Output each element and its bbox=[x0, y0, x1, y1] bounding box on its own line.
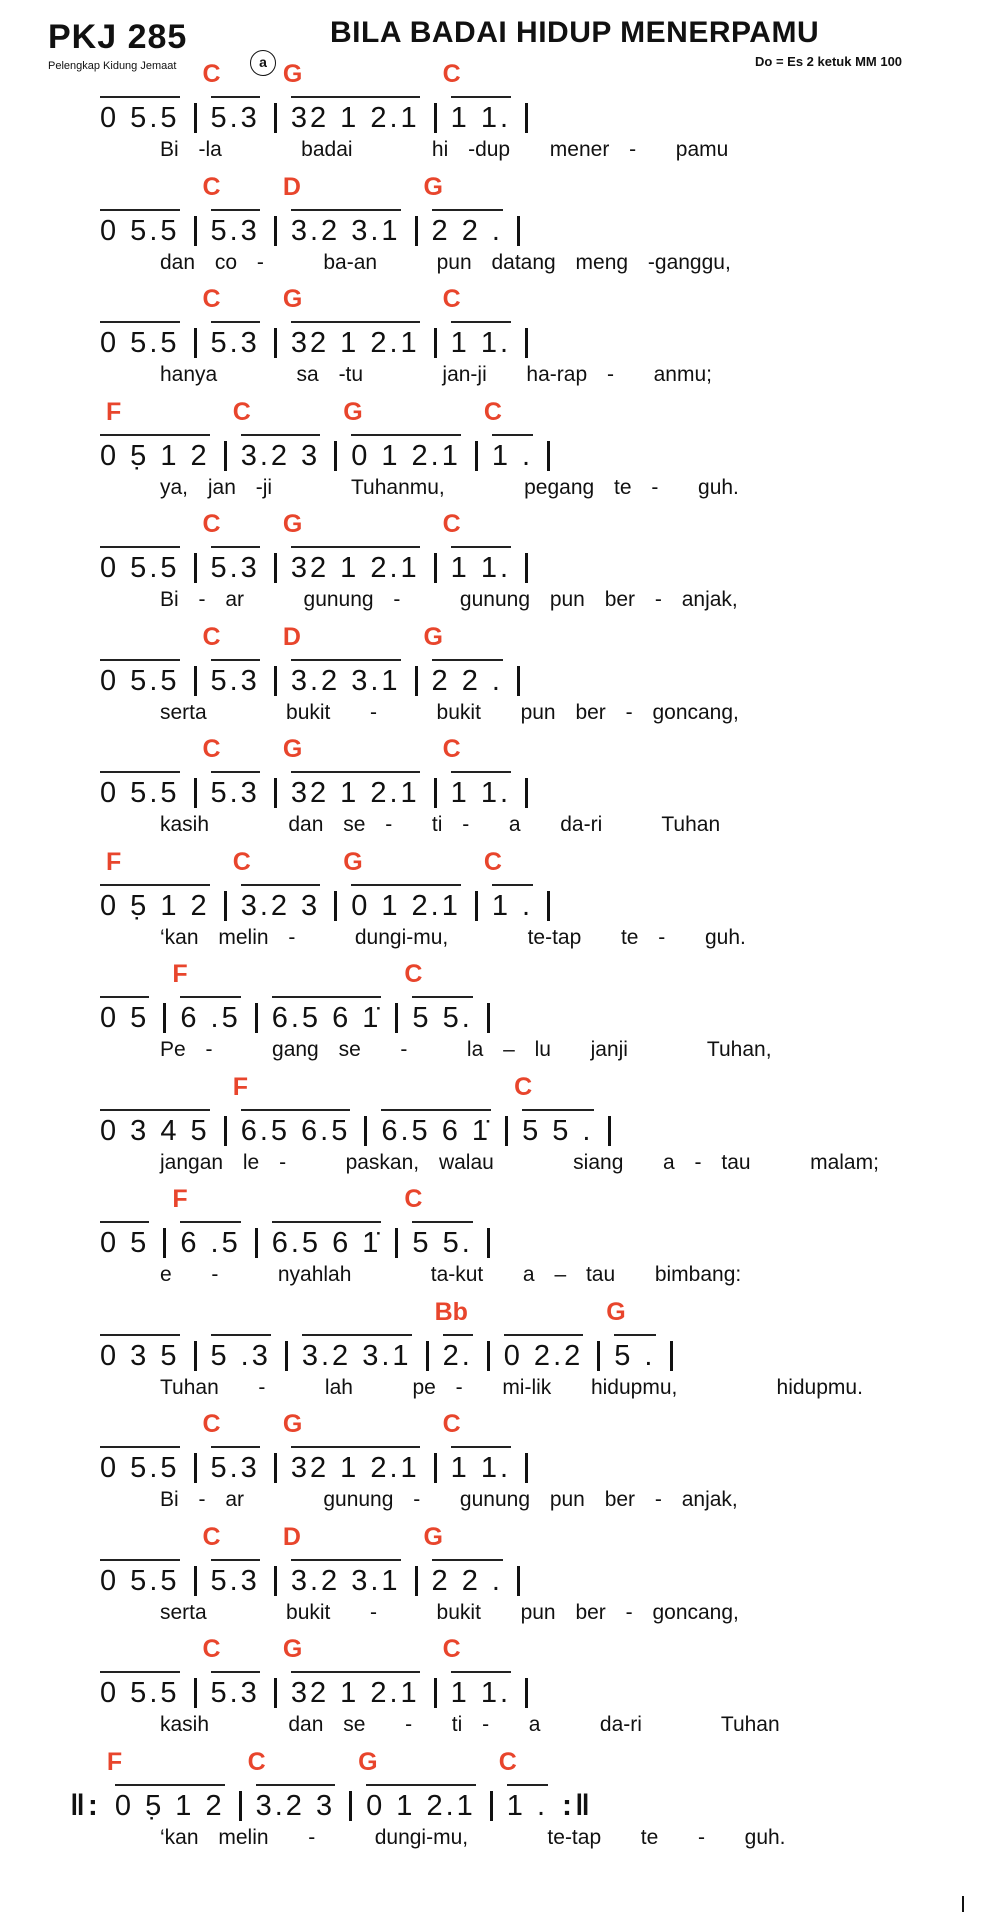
chord-symbol: G bbox=[282, 1635, 303, 1663]
chord-symbol: C bbox=[202, 510, 221, 538]
song-title: BILA BADAI HIDUP MENERPAMU bbox=[330, 16, 820, 49]
measure bbox=[258, 1221, 396, 1260]
measure bbox=[600, 1297, 669, 1373]
repeat-start: ‖: bbox=[70, 1788, 101, 1822]
measure-notes: 3.2 3 bbox=[241, 434, 321, 473]
chord-symbol: C bbox=[202, 1410, 221, 1438]
score-system bbox=[0, 1523, 1005, 1636]
measure bbox=[197, 1410, 274, 1485]
measure bbox=[493, 1747, 562, 1823]
bar-line bbox=[517, 1566, 520, 1596]
measure bbox=[197, 172, 274, 248]
lyrics-line: Pe - gang se - la – lu janji Tuhan, bbox=[160, 1038, 772, 1061]
chord-symbol: C bbox=[202, 285, 221, 313]
chord-symbol: C bbox=[483, 847, 502, 876]
chord-symbol: D bbox=[282, 1522, 301, 1551]
chord-symbol: C bbox=[514, 1072, 533, 1101]
score-system bbox=[0, 735, 1005, 848]
verse-marker: a bbox=[250, 50, 276, 76]
chord-symbol: F bbox=[232, 1072, 248, 1101]
measure-notes: 5.3 bbox=[211, 1446, 260, 1485]
bar-line bbox=[487, 1228, 490, 1258]
measure-notes: 0 5.5 bbox=[100, 209, 180, 248]
score-system bbox=[0, 510, 1005, 623]
bar-line bbox=[670, 1341, 673, 1371]
chord-symbol: G bbox=[343, 397, 363, 426]
key-tempo: Do = Es 2 ketuk MM 100 bbox=[755, 54, 903, 69]
notation-row bbox=[100, 285, 528, 360]
measure bbox=[277, 510, 434, 585]
measure-notes: 1 1. bbox=[451, 546, 511, 585]
measure bbox=[508, 1072, 607, 1148]
chord-symbol: C bbox=[202, 1635, 221, 1663]
measure-notes: 6.5 6.5 bbox=[241, 1109, 351, 1148]
measure-notes: 0 5.5 bbox=[100, 321, 180, 360]
chord-symbol: C bbox=[442, 285, 461, 313]
measure-notes: 32 1 2.1 bbox=[291, 771, 420, 810]
score-system bbox=[0, 1748, 1005, 1861]
measure-notes: 0 1 2.1 bbox=[351, 884, 461, 923]
chord-symbol: C bbox=[247, 1747, 266, 1776]
notation-row bbox=[100, 847, 550, 923]
measure-notes: 3.2 3.1 bbox=[302, 1334, 412, 1373]
measure-notes: 2 2 . bbox=[432, 1559, 503, 1598]
measure bbox=[197, 1522, 274, 1598]
chord-symbol: C bbox=[202, 60, 221, 88]
chord-symbol: F bbox=[172, 1185, 188, 1213]
measure-notes: 1 1. bbox=[451, 771, 511, 810]
measure-notes: 0 5̣ 1 2 bbox=[115, 1784, 225, 1823]
measure bbox=[100, 1446, 194, 1485]
score-system bbox=[0, 1185, 1005, 1298]
notation-row bbox=[100, 397, 550, 473]
chord-symbol: G bbox=[282, 735, 303, 763]
measure bbox=[101, 1747, 239, 1823]
measure-notes: 5.3 bbox=[211, 321, 260, 360]
measure-notes: 1 1. bbox=[451, 96, 511, 135]
measure-notes: 32 1 2.1 bbox=[291, 321, 420, 360]
measure-notes: 6.5 6 1̇ bbox=[272, 1221, 382, 1260]
chord-symbol: G bbox=[343, 847, 363, 876]
measure bbox=[398, 1185, 486, 1260]
bar-line bbox=[525, 778, 528, 808]
measure bbox=[197, 510, 274, 585]
measure-notes: 1 . bbox=[492, 884, 533, 923]
measure-notes: 1 . bbox=[492, 434, 533, 473]
measure-notes: 0 2.2 bbox=[504, 1334, 584, 1373]
bar-line bbox=[525, 328, 528, 358]
chord-symbol: F bbox=[106, 847, 122, 876]
score-system bbox=[0, 1298, 1005, 1411]
measure bbox=[277, 1410, 434, 1485]
measure bbox=[277, 1635, 434, 1710]
measure-notes: 5 .3 bbox=[211, 1334, 271, 1373]
lyrics-line: ‘kan melin - dungi-mu, te-tap te - guh. bbox=[160, 925, 746, 949]
measure bbox=[227, 847, 335, 923]
score-system bbox=[0, 1635, 1005, 1748]
measure bbox=[429, 1297, 487, 1373]
measure-notes: 0 5.5 bbox=[100, 1671, 180, 1710]
measure bbox=[352, 1747, 490, 1823]
chord-symbol: C bbox=[404, 1185, 423, 1213]
bar-line bbox=[525, 103, 528, 133]
measure-notes: 0 1 2.1 bbox=[366, 1784, 476, 1823]
chord-symbol: C bbox=[202, 622, 221, 651]
notation-row bbox=[70, 1747, 593, 1823]
measure-notes: 5 . bbox=[614, 1334, 655, 1373]
chord-symbol: C bbox=[498, 1747, 517, 1776]
notation-row bbox=[100, 622, 520, 698]
measure-notes: 0 5.5 bbox=[100, 659, 180, 698]
score bbox=[0, 60, 1005, 1860]
measure bbox=[197, 285, 274, 360]
measure bbox=[166, 960, 254, 1035]
lyrics-line: Bi - ar gunung - gunung pun ber - anjak, bbox=[160, 1488, 738, 1511]
measure bbox=[437, 60, 525, 135]
lyrics-line: serta bukit - bukit pun ber - goncang, bbox=[160, 1600, 739, 1624]
notation-row bbox=[100, 1522, 520, 1598]
notation-row bbox=[100, 1072, 611, 1148]
notation-row bbox=[100, 960, 490, 1035]
measure bbox=[197, 735, 274, 810]
measure-notes: 0 1 2.1 bbox=[351, 434, 461, 473]
notation-row bbox=[100, 1185, 490, 1260]
measure bbox=[166, 1185, 254, 1260]
lyrics-line: dan co - ba-an pun datang meng -ganggu, bbox=[160, 250, 731, 274]
measure-notes: 32 1 2.1 bbox=[291, 546, 420, 585]
chord-symbol: C bbox=[442, 510, 461, 538]
lyrics-line: Bi - ar gunung - gunung pun ber - anjak, bbox=[160, 588, 738, 611]
measure-notes: 0 5.5 bbox=[100, 771, 180, 810]
lyrics-line: Tuhan - lah pe - mi-lik hidupmu, hidupmu. bbox=[160, 1375, 863, 1399]
measure bbox=[227, 1072, 365, 1148]
chord-symbol: C bbox=[483, 397, 502, 426]
notation-row bbox=[100, 510, 528, 585]
lyrics-line: hanya sa -tu jan-ji ha-rap - anmu; bbox=[160, 363, 712, 386]
measure-notes: 5.3 bbox=[211, 209, 260, 248]
measure-notes: 5.3 bbox=[211, 771, 260, 810]
hymn-number: PKJ 285 bbox=[48, 18, 188, 56]
measure bbox=[367, 1109, 505, 1148]
measure-notes: 0 5 bbox=[100, 1221, 149, 1260]
measure-notes: 0 5̣ 1 2 bbox=[100, 884, 210, 923]
lyrics-line: ya, jan -ji Tuhanmu, pegang te - guh. bbox=[160, 475, 739, 499]
measure bbox=[490, 1334, 598, 1373]
measure bbox=[277, 285, 434, 360]
measure bbox=[227, 397, 335, 473]
measure-notes: 3.2 3.1 bbox=[291, 1559, 401, 1598]
measure bbox=[100, 1334, 194, 1373]
chord-symbol: G bbox=[282, 285, 303, 313]
measure bbox=[437, 510, 525, 585]
measure bbox=[100, 96, 194, 135]
measure bbox=[277, 622, 415, 698]
measure bbox=[197, 1635, 274, 1710]
measure bbox=[197, 1334, 285, 1373]
measure bbox=[100, 771, 194, 810]
score-system bbox=[0, 285, 1005, 398]
measure bbox=[418, 172, 517, 248]
lyrics-line: ‘kan melin - dungi-mu, te-tap te - guh. bbox=[160, 1825, 786, 1849]
measure-notes: 5 5. bbox=[412, 1221, 472, 1260]
bar-line bbox=[487, 1003, 490, 1033]
measure-notes: 1 . bbox=[507, 1784, 548, 1823]
measure-notes: 5.3 bbox=[211, 96, 260, 135]
measure-notes: 0 5.5 bbox=[100, 1559, 180, 1598]
bar-line bbox=[517, 666, 520, 696]
measure-notes: 32 1 2.1 bbox=[291, 1671, 420, 1710]
measure bbox=[277, 735, 434, 810]
score-system bbox=[0, 1073, 1005, 1186]
chord-symbol: D bbox=[282, 172, 301, 201]
measure-notes: 5.3 bbox=[211, 546, 260, 585]
score-system bbox=[0, 173, 1005, 286]
chord-symbol: C bbox=[202, 735, 221, 763]
measure-notes: 1 1. bbox=[451, 321, 511, 360]
chord-symbol: F bbox=[106, 397, 122, 426]
measure-notes: 5.3 bbox=[211, 659, 260, 698]
lyrics-line: kasih dan se - ti - a da-ri Tuhan bbox=[160, 1713, 780, 1736]
measure bbox=[337, 847, 475, 923]
bar-line bbox=[547, 891, 550, 921]
bar-line bbox=[525, 1678, 528, 1708]
measure bbox=[100, 1109, 224, 1148]
measure-notes: 0 5.5 bbox=[100, 546, 180, 585]
measure-notes: 3.2 3.1 bbox=[291, 209, 401, 248]
chord-symbol: C bbox=[442, 60, 461, 88]
measure bbox=[398, 960, 486, 1035]
measure bbox=[277, 60, 434, 135]
score-system bbox=[0, 60, 1005, 173]
chord-symbol: C bbox=[232, 397, 251, 426]
notation-row bbox=[100, 735, 528, 810]
measure-notes: 5.3 bbox=[211, 1671, 260, 1710]
measure-notes: 0 5.5 bbox=[100, 1446, 180, 1485]
chord-symbol: C bbox=[442, 1410, 461, 1438]
measure-notes: 0 5.5 bbox=[100, 96, 180, 135]
measure bbox=[100, 1671, 194, 1710]
measure-notes: 5.3 bbox=[211, 1559, 260, 1598]
measure-notes: 6.5 6 1̇ bbox=[381, 1109, 491, 1148]
measure bbox=[418, 622, 517, 698]
chord-symbol: G bbox=[423, 622, 443, 651]
chord-symbol: F bbox=[106, 1747, 123, 1776]
measure-notes: 3.2 3.1 bbox=[291, 659, 401, 698]
chord-symbol: G bbox=[423, 172, 443, 201]
bar-line bbox=[525, 1453, 528, 1483]
measure bbox=[100, 996, 163, 1035]
chord-symbol: F bbox=[172, 960, 188, 988]
measure-notes: 0 5 bbox=[100, 996, 149, 1035]
lyrics-line: Bi -la badai hi -dup mener - pamu bbox=[160, 138, 729, 161]
measure-notes: 1 1. bbox=[451, 1671, 511, 1710]
measure-notes: 0 3 5 bbox=[100, 1334, 180, 1373]
measure-notes: 0 3 4 5 bbox=[100, 1109, 210, 1148]
measure bbox=[418, 1522, 517, 1598]
measure bbox=[288, 1334, 426, 1373]
chord-symbol: C bbox=[202, 1522, 221, 1551]
score-system bbox=[0, 960, 1005, 1073]
measure bbox=[437, 285, 525, 360]
chord-symbol: C bbox=[202, 172, 221, 201]
measure bbox=[197, 622, 274, 698]
chord-symbol: C bbox=[404, 960, 423, 988]
measure bbox=[437, 735, 525, 810]
score-system bbox=[0, 1410, 1005, 1523]
measure bbox=[100, 546, 194, 585]
chord-symbol: G bbox=[282, 1410, 303, 1438]
notation-row bbox=[100, 1410, 528, 1485]
measure bbox=[478, 397, 547, 473]
measure-notes: 2 2 . bbox=[432, 659, 503, 698]
score-system bbox=[0, 623, 1005, 736]
measure bbox=[100, 659, 194, 698]
chord-symbol: C bbox=[442, 1635, 461, 1663]
bar-line bbox=[608, 1116, 611, 1146]
measure-notes: 32 1 2.1 bbox=[291, 1446, 420, 1485]
chord-symbol: C bbox=[232, 847, 251, 876]
measure-notes: 1 1. bbox=[451, 1446, 511, 1485]
lyrics-line: serta bukit - bukit pun ber - goncang, bbox=[160, 700, 739, 724]
measure bbox=[337, 397, 475, 473]
lyrics-line: kasih dan se - ti - a da-ri Tuhan bbox=[160, 813, 721, 836]
measure-notes: 2 2 . bbox=[432, 209, 503, 248]
measure-notes: 3.2 3 bbox=[256, 1784, 336, 1823]
repeat-end: :‖ bbox=[562, 1788, 593, 1822]
end-mark bbox=[962, 1896, 964, 1912]
measure bbox=[277, 1522, 415, 1598]
notation-row bbox=[100, 1635, 528, 1710]
score-system bbox=[0, 848, 1005, 961]
chord-symbol: Bb bbox=[434, 1297, 468, 1326]
measure bbox=[197, 60, 274, 135]
measure-notes: 32 1 2.1 bbox=[291, 96, 420, 135]
chord-symbol: G bbox=[358, 1747, 378, 1776]
measure bbox=[258, 996, 396, 1035]
lyrics-line: e - nyahlah ta-kut a – tau bimbang: bbox=[160, 1263, 742, 1286]
bar-line bbox=[547, 441, 550, 471]
measure-notes: 6 .5 bbox=[180, 1221, 240, 1260]
measure-notes: 6.5 6 1̇ bbox=[272, 996, 382, 1035]
measure bbox=[100, 397, 224, 473]
hymnal-name: Pelengkap Kidung Jemaat bbox=[48, 60, 177, 72]
chord-symbol: G bbox=[606, 1297, 626, 1326]
measure bbox=[437, 1410, 525, 1485]
measure-notes: 6 .5 bbox=[180, 996, 240, 1035]
measure bbox=[100, 1559, 194, 1598]
chord-symbol: G bbox=[282, 60, 303, 88]
measure-notes: 5 5. bbox=[412, 996, 472, 1035]
lyrics-line: jangan le - paskan, walau siang a - tau malam; bbox=[160, 1150, 879, 1174]
chord-symbol: G bbox=[282, 510, 303, 538]
measure bbox=[100, 1221, 163, 1260]
score-system bbox=[0, 398, 1005, 511]
measure bbox=[437, 1635, 525, 1710]
measure-notes: 0 5̣ 1 2 bbox=[100, 434, 210, 473]
measure-notes: 3.2 3 bbox=[241, 884, 321, 923]
bar-line bbox=[525, 553, 528, 583]
chord-symbol: G bbox=[423, 1522, 443, 1551]
measure bbox=[100, 209, 194, 248]
measure bbox=[277, 172, 415, 248]
measure bbox=[100, 847, 224, 923]
measure bbox=[478, 847, 547, 923]
measure bbox=[100, 321, 194, 360]
measure bbox=[242, 1747, 350, 1823]
chord-symbol: D bbox=[282, 622, 301, 651]
bar-line bbox=[517, 216, 520, 246]
measure-notes: 5 5 . bbox=[522, 1109, 593, 1148]
measure-notes: 2. bbox=[443, 1334, 473, 1373]
chord-symbol: C bbox=[442, 735, 461, 763]
notation-row bbox=[100, 172, 520, 248]
notation-row bbox=[100, 1297, 673, 1373]
